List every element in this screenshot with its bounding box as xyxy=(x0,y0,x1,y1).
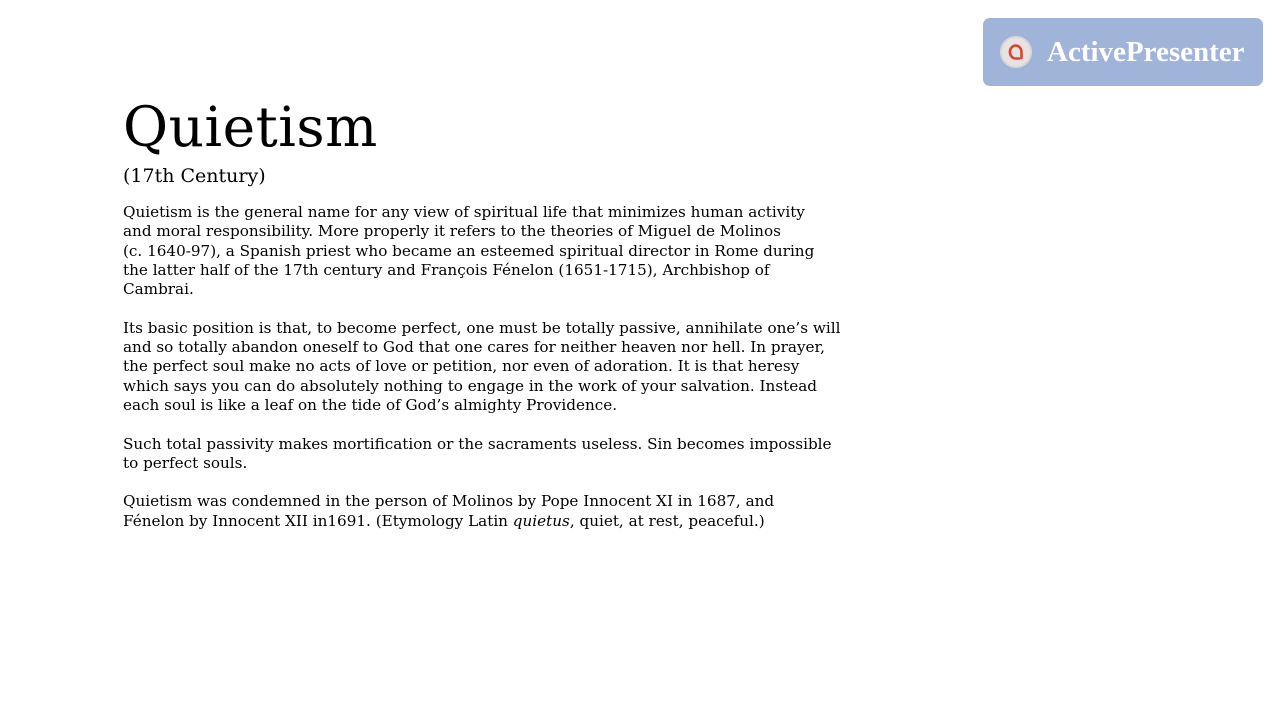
paragraph-condemnation xyxy=(123,492,853,531)
latin-term: quietus xyxy=(512,511,570,530)
text-line: the perfect soul make no acts of love or petition, nor even of adoration. It is that heresy xyxy=(123,357,800,376)
text-segment: , quiet, at rest, peaceful.) xyxy=(569,511,765,530)
text-line: which says you can do absolutely nothing to engage in the work of your salvation. Instead xyxy=(123,376,817,395)
text-line: Its basic position is that, to become perfect, one must be totally passive, annihilate one’s will xyxy=(123,318,841,337)
text-line: Quietism was condemned in the person of Molinos by Pope Innocent XI in 1687, and xyxy=(123,492,775,511)
slide-subtitle: (17th Century) xyxy=(123,165,266,187)
text-segment: Fénelon by Innocent XII in1691. (Etymology Latin xyxy=(123,511,513,530)
text-line: the latter half of the 17th century and François Fénelon (1651-1715), Archbishop of xyxy=(123,260,770,279)
text-line: and moral responsibility. More properly it refers to the theories of Miguel de Molinos xyxy=(123,222,781,241)
paragraph-passivity xyxy=(123,435,853,474)
text-line: and so totally abandon oneself to God that one cares for neither heaven nor hell. In prayer, xyxy=(123,338,825,357)
text-line: Cambrai. xyxy=(123,280,194,299)
slide-title: Quietism xyxy=(123,95,378,159)
text-line: to perfect souls. xyxy=(123,453,248,472)
text-line: each soul is like a leaf on the tide of God’s almighty Providence. xyxy=(123,395,618,414)
paragraph-definition xyxy=(123,203,853,299)
activepresenter-watermark xyxy=(983,18,1263,86)
activepresenter-logo-icon xyxy=(999,35,1033,69)
text-line: Quietism is the general name for any view of spiritual life that minimizes human activity xyxy=(123,203,805,221)
text-line: Such total passivity makes mortification or the sacraments useless. Sin becomes impossible xyxy=(123,434,832,453)
slide-content xyxy=(123,92,853,531)
paragraph-position xyxy=(123,319,853,415)
text-line: (c. 1640-97), a Spanish priest who became an esteemed spiritual director in Rome during xyxy=(123,241,815,260)
watermark-brand-text: ActivePresenter xyxy=(1047,36,1245,68)
